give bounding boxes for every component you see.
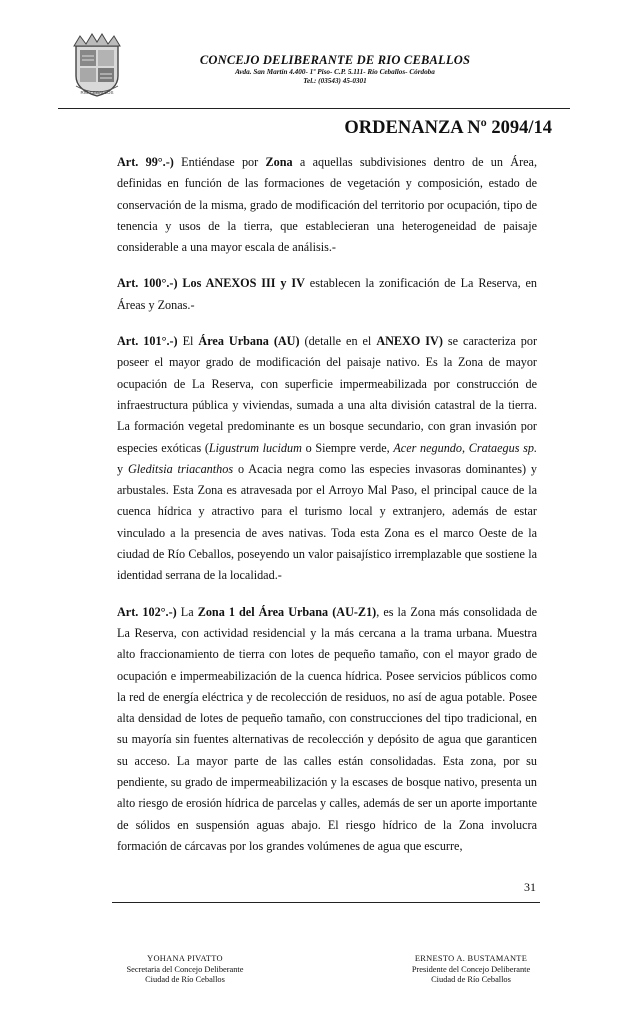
signatory-role: Presidente del Concejo Deliberante (411, 964, 531, 974)
municipal-crest-icon (70, 32, 124, 100)
letterhead (150, 53, 520, 86)
signatory-name: ERNESTO A. BUSTAMANTE (414, 954, 528, 963)
article-label: Art. 102°.-) (117, 604, 177, 619)
signatory-role: Secretaria del Concejo Deliberante (126, 964, 244, 974)
article-label: Art. 101°.-) (117, 334, 178, 349)
page-number: 31 (524, 880, 536, 894)
document-body (117, 152, 537, 857)
signature-block-president (376, 954, 566, 986)
council-phone: Tel.: (03543) 45-0301 (303, 77, 367, 85)
council-name: CONCEJO DELIBERANTE DE RIO CEBALLOS (199, 53, 471, 67)
article-label: Art. 99°.-) (117, 155, 174, 169)
article-102: Art. 102°.-) La Zona 1 del Área Urbana (AU-Z1), es la Zona más consolidada de La Reserva, con actividad residencial y la más cercana a la trama urbana. Muestra alto fraccionamiento de tierra con lotes de pequeño tamaño, con el mayor grado de ocupación e impermeabilización de la cuenca hídrica. Posee servicios públicos como la red de energía eléctrica y de recolección de residuos, no así de agua potable. Posee alta densidad de lotes de pequeño tamaño, con construcciones del tipo tradicional, en su mayoría sin fuentes alternativas de recolección y depósito de agua que garanticen su acceso. La mayor parte de las calles están consolidadas. Esta zona, por su pendiente, su grado de impermeabilización y la escases de bosque nativo, presenta un alto riesgo de erosión hídrica de parcelas y calles, además de ser un aporte importante de sólidos en suspensión aguas abajo. El riesgo hídrico de la Zona involucra formación de cárcavas por los grandes volúmenes de agua que escurre, (117, 604, 537, 853)
header-divider (58, 108, 570, 109)
council-address: Avda. San Martín 4.400- 1º Piso- C.P. 5.111- Río Ceballos- Córdoba (235, 68, 435, 76)
ordinance-title: ORDENANZA Nº 2094/14 (344, 118, 552, 138)
article-label: Art. 100°.-) (117, 276, 178, 291)
article-100: Art. 100°.-) Los ANEXOS III y IV establecen la zonificación de La Reserva, en Áreas y Zonas.- (117, 276, 538, 312)
footer-divider (112, 902, 540, 903)
signatory-place: Ciudad de Río Ceballos (145, 975, 225, 984)
crest-caption: RIO CEBALLOS (80, 90, 114, 95)
article-101: Art. 101°.-) El Área Urbana (AU) (detalle en el ANEXO IV) se caracteriza por poseer el mayor grado de modificación del paisaje nativo. Es la Zona de mayor ocupación de La Reserva, con superficie impermeabilizada por construcción de infraestructura pública y viviendas, sumada a una alta división catastral de la tierra. La formación vegetal predominante es un bosque secundario, con gran invasión por especies exóticas (Ligustrum lucidum o Siempre verde, Acer negundo, Crataegus sp. y Gleditsia triacanthos o Acacia negra como las especies invasoras dominantes) y arbustales. Esta Zona es atravesada por el Arroyo Mal Paso, el principal cauce de la cuenca hídrica y atractivo para el turismo local y extranjero, además de estar vinculado a la presencia de aves nativas. Toda esta Zona es el marco Oeste de la ciudad de Río Ceballos, poseyendo un valor paisajístico irremplazable que sostiene la identidad serrana de la localidad.- (117, 334, 538, 583)
signatory-name: YOHANA PIVATTO (147, 954, 223, 963)
article-99: Art. 99°.-) Entiéndase por Zona a aquellas subdivisiones dentro de un Área, definidas en función de las formaciones de vegetación y composición, estado de conservación de la misma, grado de modificación del territorio por ocupación, tipo de tenencia y usos de la tierra, que establecieran una heterogeneidad de paisaje considerable a una mayor escala de análisis.- (117, 155, 537, 255)
signatory-place: Ciudad de Río Ceballos (431, 975, 511, 984)
signature-block-secretary (90, 954, 280, 986)
